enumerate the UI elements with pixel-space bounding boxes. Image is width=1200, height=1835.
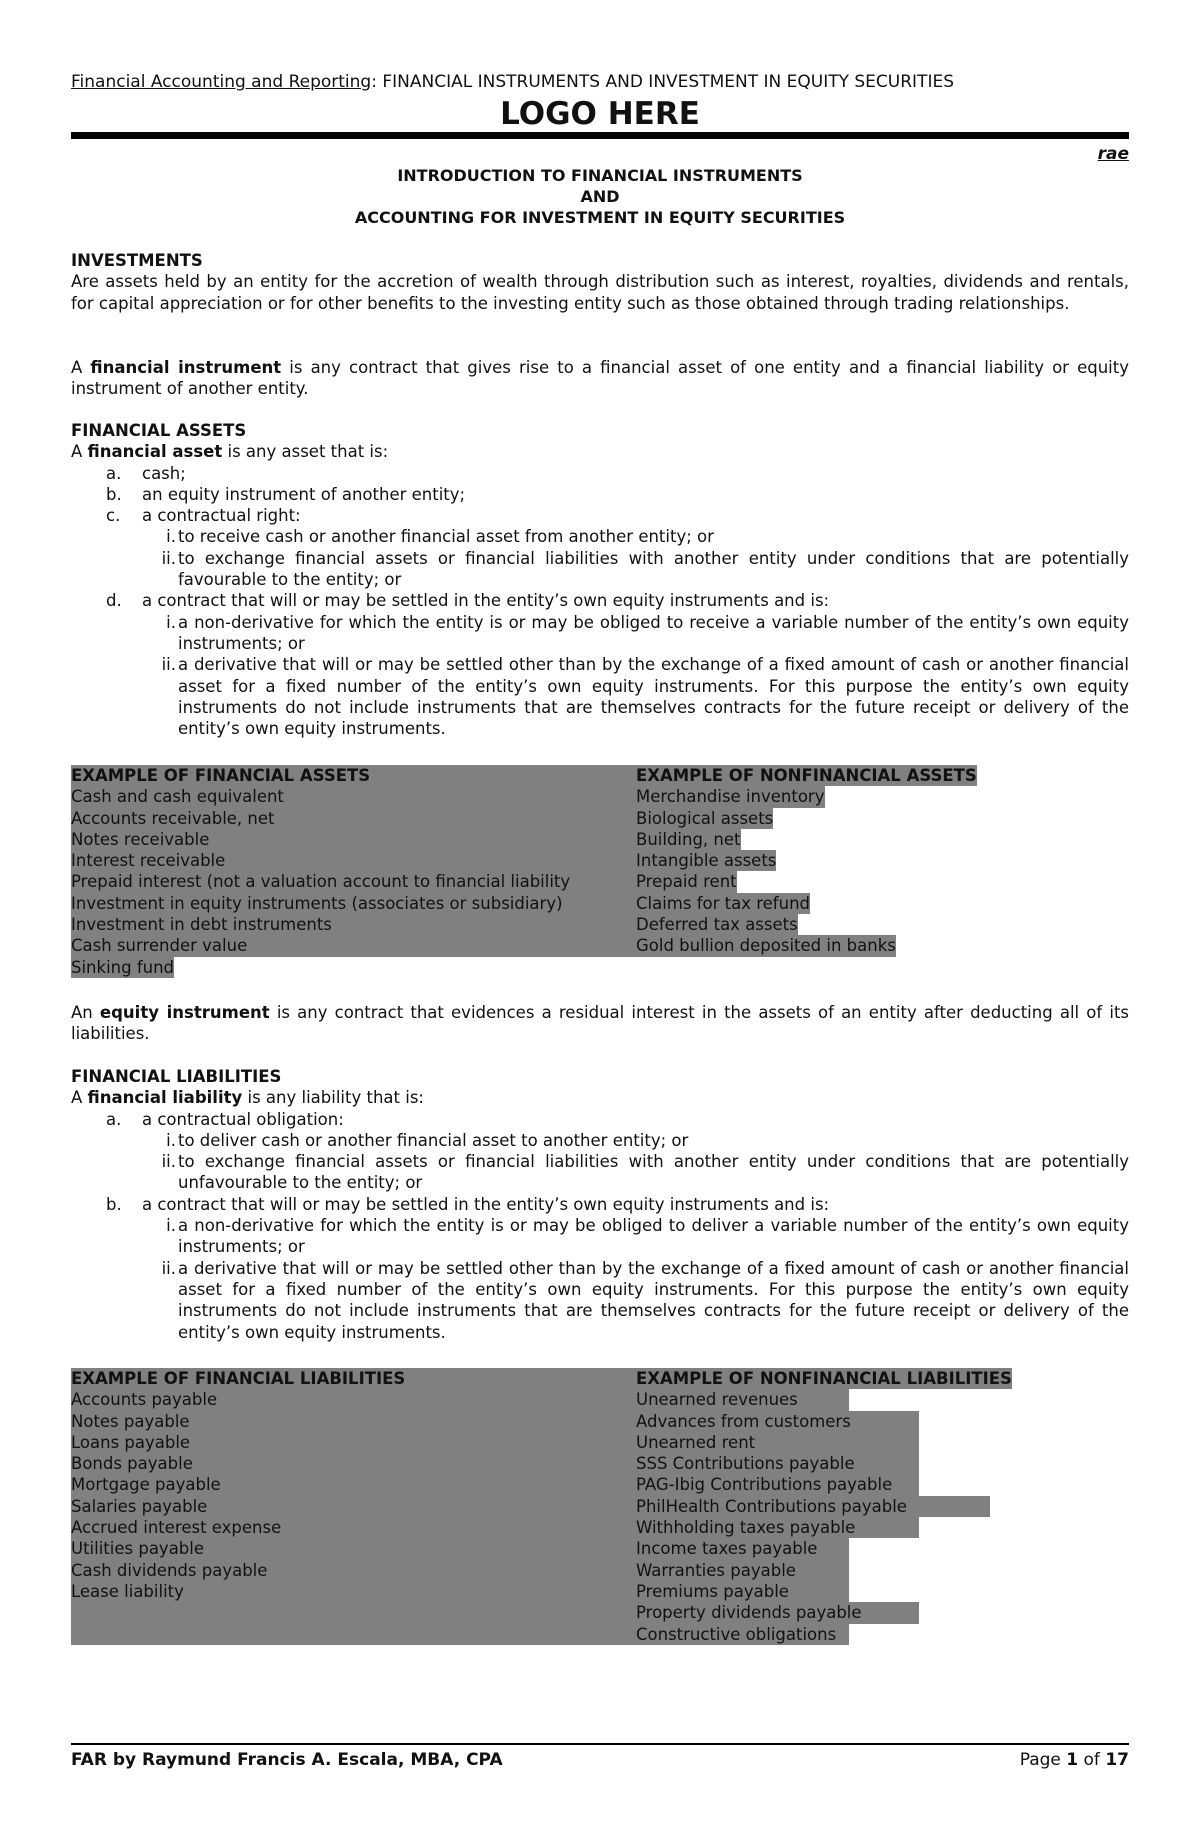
table-cell: Mortgage payable	[71, 1475, 221, 1495]
list-item: a. cash;	[106, 463, 186, 483]
table-cell: Cash surrender value	[71, 936, 248, 956]
list-item-text: an equity instrument of another entity;	[142, 484, 466, 504]
investments-definition: Are assets held by an entity for the accretion of wealth through distribution such as interest, royalties, dividends and rentals, for capital appreciation or for other benefits to the investing entity such as those obtained through trading relationships.	[71, 272, 1129, 313]
financial-liabilities-column	[71, 1368, 636, 1645]
list-item-text: a derivative that will or may be settled other than by the exchange of a fixed amount of cash or another financial asset for a fixed number of the entity’s own equity instruments. For this purpose the entity’s own equity instruments do not include instruments that are themselves contracts for the future receipt or delivery of the entity’s own equity instruments.	[178, 1258, 1129, 1342]
equity-instrument-definition	[71, 1002, 1129, 1045]
table-cell: Accrued interest expense	[71, 1518, 282, 1538]
term-equity-instrument: equity instrument	[99, 1003, 270, 1022]
list-item-text: a contractual obligation:	[142, 1109, 344, 1129]
list-item-text: a contractual right:	[142, 506, 301, 526]
topic-title: FINANCIAL INSTRUMENTS AND INVESTMENT IN EQUITY SECURITIES	[382, 72, 954, 92]
header-separator: :	[371, 72, 383, 92]
current-page: 1	[1066, 1750, 1079, 1770]
table-cell: Cash and cash equivalent	[71, 787, 284, 807]
list-item-text: to receive cash or another financial asset from another entity; or	[178, 527, 714, 547]
sub-list-item: ii. a derivative that will or may be settled other than by the exchange of a fixed amount of cash or another financial asset for a fixed number of the entity’s own equity instruments. For this purpose the entity’s own equity instruments do not include instruments that are themselves contracts for the future receipt or delivery of the entity’s own equity instruments.	[161, 655, 1129, 739]
table-cell: Notes receivable	[71, 829, 210, 849]
list-item-text: a non-derivative for which the entity is or may be obliged to receive a variable number of the entity’s own equity instruments; or	[178, 612, 1129, 653]
nonfinancial-liabilities-column	[636, 1368, 1012, 1645]
table-cell: Salaries payable	[71, 1496, 208, 1516]
list-item: d. a contract that will or may be settled in the entity’s own equity instruments and is:	[106, 591, 830, 611]
footer-author: FAR by Raymund Francis A. Escala, MBA, CPA	[71, 1750, 503, 1770]
author-initials: rae	[1097, 144, 1129, 164]
title-line-1: INTRODUCTION TO FINANCIAL INSTRUMENTS	[397, 166, 803, 185]
table-cell: Unearned revenues	[636, 1389, 849, 1410]
table-cell: Sinking fund	[71, 958, 175, 977]
sub-list-item: i. to deliver cash or another financial asset to another entity; or	[166, 1130, 689, 1150]
table-cell: Prepaid interest (not a valuation account to financial liability	[71, 872, 571, 892]
page-number	[1020, 1750, 1129, 1770]
investments-section	[71, 250, 1129, 314]
table-cell: Investment in debt instruments	[71, 915, 332, 935]
table-cell: Deferred tax assets	[636, 915, 798, 935]
table-cell: Unearned rent	[636, 1432, 919, 1453]
term-financial-instrument: financial instrument	[90, 358, 282, 377]
liabilities-example-table	[71, 1368, 1129, 1645]
page-label: Page	[1019, 1750, 1067, 1770]
sub-list-item: ii. a derivative that will or may be settled other than by the exchange of a fixed amount of cash or another financial asset for a fixed number of the entity’s own equity instruments. For this purpose the entity’s own equity instruments do not include instruments that are themselves contracts for the future receipt or delivery of the entity’s own equity instruments.	[161, 1258, 1129, 1342]
table-cell: Accounts payable	[71, 1390, 218, 1410]
table-cell: Property dividends payable	[636, 1602, 919, 1623]
list-item-text: to deliver cash or another financial asset to another entity; or	[178, 1130, 689, 1150]
document-titles	[71, 165, 1129, 228]
table-header: EXAMPLE OF NONFINANCIAL LIABILITIES	[636, 1369, 1012, 1388]
table-cell: Lease liability	[71, 1581, 184, 1601]
logo-placeholder: LOGO HERE	[500, 96, 700, 132]
list-item: b. an equity instrument of another entity;	[106, 484, 466, 504]
sub-list-item: i. to receive cash or another financial asset from another entity; or	[166, 527, 714, 547]
financial-liabilities-section	[71, 1066, 1129, 1343]
header-rule	[71, 132, 1129, 139]
assets-example-table	[71, 765, 1129, 978]
total-pages: 17	[1105, 1750, 1129, 1770]
financial-asset-intro	[71, 441, 1129, 462]
course-title: Financial Accounting and Reporting	[71, 72, 372, 92]
table-cell: Merchandise inventory	[636, 787, 825, 807]
sub-list-item: ii. to exchange financial assets or financial liabilities with another entity under conditions that are potentially favourable to the entity; or	[161, 548, 1129, 590]
table-cell: PhilHealth Contributions payable	[636, 1496, 990, 1517]
text-fragment: is any asset that is:	[222, 442, 389, 462]
table-cell: Advances from customers	[636, 1411, 919, 1432]
table-cell: Accounts receivable, net	[71, 808, 275, 828]
list-item-text: to exchange financial assets or financial liabilities with another entity under conditions that are potentially unfavourable to the entity; or	[178, 1152, 1129, 1193]
table-cell: Constructive obligations	[636, 1624, 849, 1645]
text-fragment: is any contract that evidences a residual interest in the assets of an entity after deducting all of its liabilities.	[71, 1003, 1130, 1044]
financial-assets-section	[71, 420, 1129, 739]
financial-liabilities-heading: FINANCIAL LIABILITIES	[71, 1067, 282, 1086]
table-cell: Building, net	[636, 829, 741, 849]
table-cell: Premiums payable	[636, 1581, 849, 1602]
term-financial-asset: financial asset	[87, 442, 223, 462]
text-fragment: is any liability that is:	[242, 1088, 424, 1108]
list-item: b. a contract that will or may be settled in the entity’s own equity instruments and is:	[106, 1194, 830, 1214]
table-cell: Notes payable	[71, 1411, 190, 1431]
table-cell: Biological assets	[636, 808, 774, 828]
page-of: of	[1078, 1750, 1106, 1770]
sub-list-item: ii. to exchange financial assets or financial liabilities with another entity under conditions that are potentially unfavourable to the entity; or	[161, 1152, 1129, 1193]
text-fragment: A	[71, 442, 88, 462]
table-cell: Withholding taxes payable	[636, 1517, 919, 1538]
text-fragment: is any contract that gives rise to a financial asset of one entity and a financial liability or equity instrument of another entity.	[71, 358, 1129, 399]
table-cell: PAG-Ibig Contributions payable	[636, 1474, 919, 1495]
table-cell: Prepaid rent	[636, 872, 737, 892]
text-fragment: A	[71, 1088, 88, 1108]
nonfinancial-assets-column	[636, 765, 977, 957]
table-header: EXAMPLE OF NONFINANCIAL ASSETS	[636, 766, 977, 785]
financial-assets-column	[71, 765, 636, 957]
running-header	[71, 72, 1129, 92]
table-cell: Gold bullion deposited in banks	[636, 936, 896, 956]
table-cell: Income taxes payable	[636, 1538, 849, 1559]
sub-list-item: i. a non-derivative for which the entity is or may be obliged to deliver a variable number of the entity’s own equity instruments; or	[166, 1216, 1129, 1257]
table-header: EXAMPLE OF FINANCIAL ASSETS	[71, 766, 371, 785]
table-cell: Loans payable	[71, 1432, 191, 1452]
table-cell: Claims for tax refund	[636, 893, 811, 913]
list-item-text: a derivative that will or may be settled other than by the exchange of a fixed amount of cash or another financial asset for a fixed number of the entity’s own equity instruments. For this purpose the entity’s own equity instruments do not include instruments that are themselves contracts for the future receipt or delivery of the entity’s own equity instruments.	[178, 655, 1129, 739]
financial-liability-intro	[71, 1087, 1129, 1108]
table-cell: Cash dividends payable	[71, 1560, 268, 1580]
table-cell: SSS Contributions payable	[636, 1453, 919, 1474]
text-fragment: A	[71, 358, 91, 377]
list-item-text: a contract that will or may be settled in the entity’s own equity instruments and is:	[142, 1194, 830, 1214]
title-line-2: AND	[580, 187, 620, 206]
list-item: c. a contractual right:	[106, 506, 301, 526]
sub-list-item: i. a non-derivative for which the entity is or may be obliged to receive a variable number of the entity’s own equity instruments; or	[166, 612, 1129, 653]
list-item-text: cash;	[142, 463, 186, 483]
list-item: a. a contractual obligation:	[106, 1109, 344, 1129]
list-item-text: a contract that will or may be settled in the entity’s own equity instruments and is:	[142, 591, 830, 611]
table-cell: Utilities payable	[71, 1539, 205, 1559]
list-item-text: a non-derivative for which the entity is or may be obliged to deliver a variable number of the entity’s own equity instruments; or	[178, 1216, 1129, 1257]
term-financial-liability: financial liability	[87, 1088, 243, 1108]
table-row	[71, 957, 174, 978]
list-item-text: to exchange financial assets or financial liabilities with another entity under conditions that are potentially favourable to the entity; or	[178, 548, 1129, 590]
table-cell: Investment in equity instruments (associates or subsidiary)	[71, 893, 563, 913]
financial-assets-heading: FINANCIAL ASSETS	[71, 421, 247, 440]
table-cell: Interest receivable	[71, 851, 226, 871]
title-line-3: ACCOUNTING FOR INVESTMENT IN EQUITY SECURITIES	[354, 208, 846, 227]
financial-instrument-definition	[71, 357, 1129, 400]
table-cell: Intangible assets	[636, 851, 777, 871]
table-cell: Bonds payable	[71, 1454, 193, 1474]
table-cell: Warranties payable	[636, 1560, 849, 1581]
investments-heading: INVESTMENTS	[71, 251, 203, 270]
text-fragment: An	[71, 1003, 100, 1022]
table-header: EXAMPLE OF FINANCIAL LIABILITIES	[71, 1369, 406, 1388]
footer-rule	[71, 1743, 1129, 1745]
